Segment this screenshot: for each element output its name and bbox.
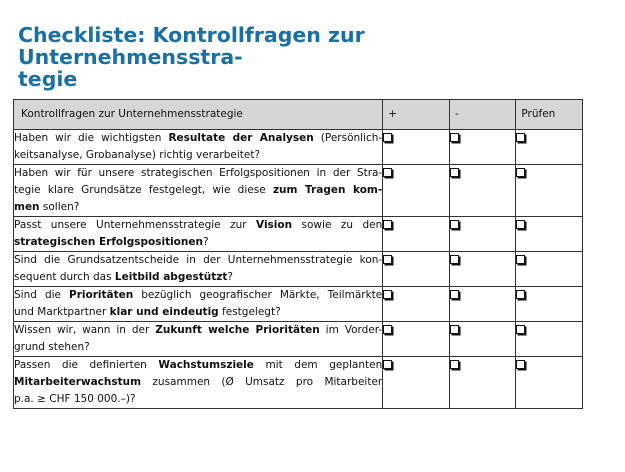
checkbox-plus-icon[interactable] bbox=[383, 133, 392, 142]
table-row bbox=[14, 322, 583, 357]
question-emphasis: Mitarbeiterwachstum bbox=[14, 376, 142, 388]
cell-minus bbox=[449, 357, 516, 409]
question-text: festgelegt? bbox=[218, 306, 281, 318]
cell-plus bbox=[383, 322, 450, 357]
checkbox-minus-icon[interactable] bbox=[450, 168, 459, 177]
cell-minus bbox=[449, 165, 516, 217]
question-cell bbox=[14, 287, 383, 322]
header-plus: + bbox=[383, 100, 450, 130]
cell-plus bbox=[383, 287, 450, 322]
question-line bbox=[14, 391, 382, 408]
question-line bbox=[14, 147, 382, 164]
question-text: ? bbox=[202, 236, 209, 248]
header-minus: - bbox=[449, 100, 516, 130]
question-emphasis: Wachstumsziele bbox=[158, 359, 254, 371]
question-cell bbox=[14, 165, 383, 217]
question-text: bezüglich geografischer Märkte, Teilmärkte bbox=[133, 289, 383, 301]
checkbox-minus-icon[interactable] bbox=[450, 290, 459, 299]
question-text: Sind die Grundsatzentscheide in der Unternehmensstrategie kon- bbox=[14, 254, 383, 266]
question-text: sollen? bbox=[39, 201, 80, 213]
question-line bbox=[14, 322, 382, 339]
checkbox-plus-icon[interactable] bbox=[383, 168, 392, 177]
question-line bbox=[14, 339, 382, 356]
question-line bbox=[14, 374, 382, 391]
cell-minus bbox=[449, 322, 516, 357]
cell-plus bbox=[383, 357, 450, 409]
question-emphasis: Zukunft welche Prioritäten bbox=[155, 324, 320, 336]
cell-minus bbox=[449, 130, 516, 165]
cell-plus bbox=[383, 217, 450, 252]
question-text: Haben wir die wichtigsten bbox=[14, 132, 169, 144]
table-row bbox=[14, 130, 583, 165]
question-line bbox=[14, 199, 382, 216]
header-question: Kontrollfragen zur Unternehmensstrategie bbox=[14, 100, 383, 130]
question-text: Haben wir für unsere strategischen Erfolgspositionen in der Stra- bbox=[14, 167, 383, 179]
question-line bbox=[14, 252, 382, 269]
question-line bbox=[14, 182, 382, 199]
checkbox-plus-icon[interactable] bbox=[383, 220, 392, 229]
question-text: (Persönlich- bbox=[313, 132, 383, 144]
question-emphasis: zum Tragen kom- bbox=[272, 184, 383, 196]
checkbox-minus-icon[interactable] bbox=[450, 133, 459, 142]
question-cell bbox=[14, 357, 383, 409]
question-text: ? bbox=[227, 271, 233, 283]
cell-pruefen bbox=[516, 217, 583, 252]
page-title bbox=[18, 24, 588, 90]
checkbox-pruefen-icon[interactable] bbox=[516, 168, 525, 177]
question-text: keitsanalyse, Grobanalyse) richtig verarbeitet? bbox=[14, 149, 261, 161]
question-emphasis: klar und eindeutig bbox=[109, 306, 219, 318]
cell-plus bbox=[383, 165, 450, 217]
checkbox-pruefen-icon[interactable] bbox=[516, 220, 525, 229]
question-line bbox=[14, 357, 382, 374]
table-row bbox=[14, 357, 583, 409]
checkbox-pruefen-icon[interactable] bbox=[516, 325, 525, 334]
question-emphasis: strategischen Erfolgspositionen bbox=[14, 236, 203, 248]
page-title-line-1: Checkliste: Kontrollfragen zur Unternehmensstra- bbox=[18, 23, 365, 69]
question-text: im Vorder- bbox=[319, 324, 383, 336]
question-line bbox=[14, 130, 382, 147]
page-title-line-2: tegie bbox=[18, 67, 78, 91]
checkbox-minus-icon[interactable] bbox=[450, 360, 459, 369]
cell-plus bbox=[383, 130, 450, 165]
cell-minus bbox=[449, 287, 516, 322]
checkbox-pruefen-icon[interactable] bbox=[516, 133, 525, 142]
cell-plus bbox=[383, 252, 450, 287]
question-text: Passen die definierten bbox=[14, 359, 159, 371]
header-pruefen: Prüfen bbox=[516, 100, 583, 130]
question-line bbox=[14, 287, 382, 304]
question-text: Sind die bbox=[14, 289, 70, 301]
question-text: p.a. ≥ CHF 150 000.–)? bbox=[14, 393, 136, 405]
checkbox-plus-icon[interactable] bbox=[383, 290, 392, 299]
question-emphasis: Vision bbox=[256, 219, 293, 231]
question-line bbox=[14, 269, 382, 286]
checkbox-plus-icon[interactable] bbox=[383, 325, 392, 334]
cell-pruefen bbox=[516, 357, 583, 409]
table-row bbox=[14, 165, 583, 217]
checkbox-minus-icon[interactable] bbox=[450, 220, 459, 229]
checkbox-minus-icon[interactable] bbox=[450, 255, 459, 264]
question-cell bbox=[14, 217, 383, 252]
table-row bbox=[14, 217, 583, 252]
question-cell bbox=[14, 322, 383, 357]
cell-minus bbox=[449, 252, 516, 287]
checkbox-pruefen-icon[interactable] bbox=[516, 255, 525, 264]
question-text: mit dem geplanten bbox=[253, 359, 383, 371]
checklist-table bbox=[13, 99, 583, 409]
question-emphasis: Prioritäten bbox=[69, 289, 134, 301]
cell-pruefen bbox=[516, 287, 583, 322]
question-text: tegie klare Grundsätze festgelegt, wie diese bbox=[14, 184, 273, 196]
question-line bbox=[14, 304, 382, 321]
cell-pruefen bbox=[516, 165, 583, 217]
table-header-row bbox=[14, 100, 583, 130]
question-emphasis: Leitbild abgestützt bbox=[114, 271, 228, 283]
table-row bbox=[14, 287, 583, 322]
checkbox-minus-icon[interactable] bbox=[450, 325, 459, 334]
cell-pruefen bbox=[516, 252, 583, 287]
question-emphasis: Resultate der Analysen bbox=[168, 132, 314, 144]
question-text: sowie zu den bbox=[292, 219, 383, 231]
table-row bbox=[14, 252, 583, 287]
question-line bbox=[14, 165, 382, 182]
question-line bbox=[14, 217, 382, 234]
checkbox-plus-icon[interactable] bbox=[383, 360, 392, 369]
cell-pruefen bbox=[516, 322, 583, 357]
question-cell bbox=[14, 252, 383, 287]
checkbox-pruefen-icon[interactable] bbox=[516, 290, 525, 299]
cell-minus bbox=[449, 217, 516, 252]
question-text: sequent durch das bbox=[14, 271, 115, 283]
question-cell bbox=[14, 130, 383, 165]
question-text: zusammen (Ø Umsatz pro Mitarbeiter bbox=[141, 376, 383, 388]
question-text: Passt unsere Unternehmensstrategie zur bbox=[14, 219, 256, 231]
cell-pruefen bbox=[516, 130, 583, 165]
question-text: grund stehen? bbox=[14, 341, 90, 353]
checkbox-pruefen-icon[interactable] bbox=[516, 360, 525, 369]
question-emphasis: men bbox=[14, 201, 40, 213]
checkbox-plus-icon[interactable] bbox=[383, 255, 392, 264]
question-line bbox=[14, 234, 382, 251]
question-text: Wissen wir, wann in der bbox=[14, 324, 156, 336]
question-text: und Marktpartner bbox=[14, 306, 110, 318]
